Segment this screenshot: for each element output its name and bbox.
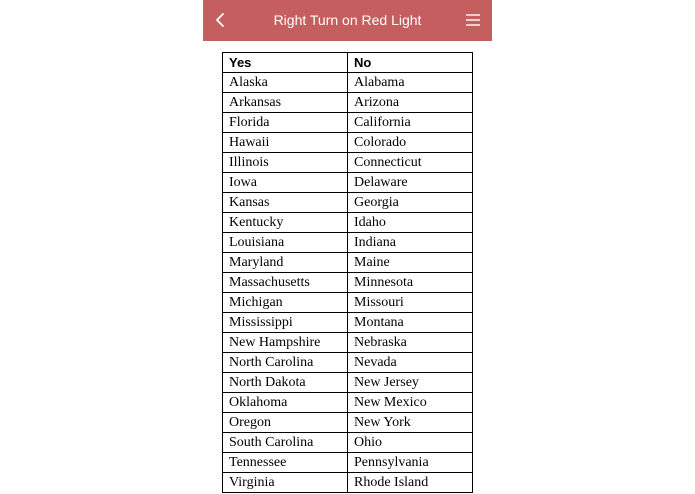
table-cell-yes: Alaska: [223, 73, 348, 93]
table-cell-yes: Michigan: [223, 293, 348, 313]
table-row: [223, 333, 473, 353]
table-row: [223, 193, 473, 213]
table-row: [223, 293, 473, 313]
table-row: [223, 113, 473, 133]
table-cell-no: Minnesota: [348, 273, 473, 293]
app-screen: [203, 0, 492, 494]
table-row: [223, 413, 473, 433]
table-row: [223, 173, 473, 193]
table-cell-no: Missouri: [348, 293, 473, 313]
table-cell-no: Georgia: [348, 193, 473, 213]
table-row: [223, 153, 473, 173]
table-cell-yes: North Dakota: [223, 373, 348, 393]
table-cell-no: Alabama: [348, 73, 473, 93]
table-cell-no: Maine: [348, 253, 473, 273]
table-row: [223, 453, 473, 473]
table-cell-yes: Louisiana: [223, 233, 348, 253]
table-cell-yes: South Carolina: [223, 433, 348, 453]
table-row: [223, 353, 473, 373]
back-button[interactable]: [208, 6, 234, 34]
table-row: [223, 433, 473, 453]
table-cell-yes: Illinois: [223, 153, 348, 173]
table-cell-no: New Jersey: [348, 373, 473, 393]
table-cell-yes: Mississippi: [223, 313, 348, 333]
table-row: [223, 393, 473, 413]
table-cell-no: New York: [348, 413, 473, 433]
table-cell-yes: Maryland: [223, 253, 348, 273]
table-cell-no: New Mexico: [348, 393, 473, 413]
table-row: [223, 373, 473, 393]
table-cell-no: Nebraska: [348, 333, 473, 353]
table-cell-no: Ohio: [348, 433, 473, 453]
table-cell-no: Delaware: [348, 173, 473, 193]
table-row: [223, 233, 473, 253]
table-cell-no: Connecticut: [348, 153, 473, 173]
table-row: [223, 473, 473, 493]
table-row: [223, 133, 473, 153]
table-cell-yes: New Hampshire: [223, 333, 348, 353]
column-header-no: No: [348, 53, 473, 73]
chevron-left-icon: [215, 12, 227, 28]
table-cell-no: Idaho: [348, 213, 473, 233]
states-table-container: [222, 52, 473, 493]
table-cell-yes: Florida: [223, 113, 348, 133]
table-cell-no: Montana: [348, 313, 473, 333]
table-cell-yes: Virginia: [223, 473, 348, 493]
table-row: [223, 93, 473, 113]
table-row: [223, 273, 473, 293]
table-row: [223, 213, 473, 233]
table-cell-no: California: [348, 113, 473, 133]
table-row: [223, 73, 473, 93]
table-body: [223, 73, 473, 493]
table-cell-yes: Arkansas: [223, 93, 348, 113]
menu-button[interactable]: [460, 7, 486, 33]
table-cell-yes: Oregon: [223, 413, 348, 433]
table-header-row: [223, 53, 473, 73]
table-cell-no: Indiana: [348, 233, 473, 253]
table-cell-no: Colorado: [348, 133, 473, 153]
table-cell-yes: North Carolina: [223, 353, 348, 373]
column-header-yes: Yes: [223, 53, 348, 73]
table-cell-yes: Iowa: [223, 173, 348, 193]
table-cell-no: Nevada: [348, 353, 473, 373]
table-row: [223, 253, 473, 273]
hamburger-menu-icon: [465, 13, 481, 27]
page-title: Right Turn on Red Light: [273, 12, 422, 28]
table-cell-yes: Massachusetts: [223, 273, 348, 293]
table-cell-yes: Hawaii: [223, 133, 348, 153]
app-bar: [203, 0, 492, 41]
table-cell-no: Pennsylvania: [348, 453, 473, 473]
table-cell-yes: Kansas: [223, 193, 348, 213]
table-row: [223, 313, 473, 333]
table-cell-yes: Oklahoma: [223, 393, 348, 413]
table-cell-yes: Tennessee: [223, 453, 348, 473]
right-turn-on-red-table: [222, 52, 473, 493]
table-cell-no: Arizona: [348, 93, 473, 113]
table-cell-no: Rhode Island: [348, 473, 473, 493]
table-cell-yes: Kentucky: [223, 213, 348, 233]
